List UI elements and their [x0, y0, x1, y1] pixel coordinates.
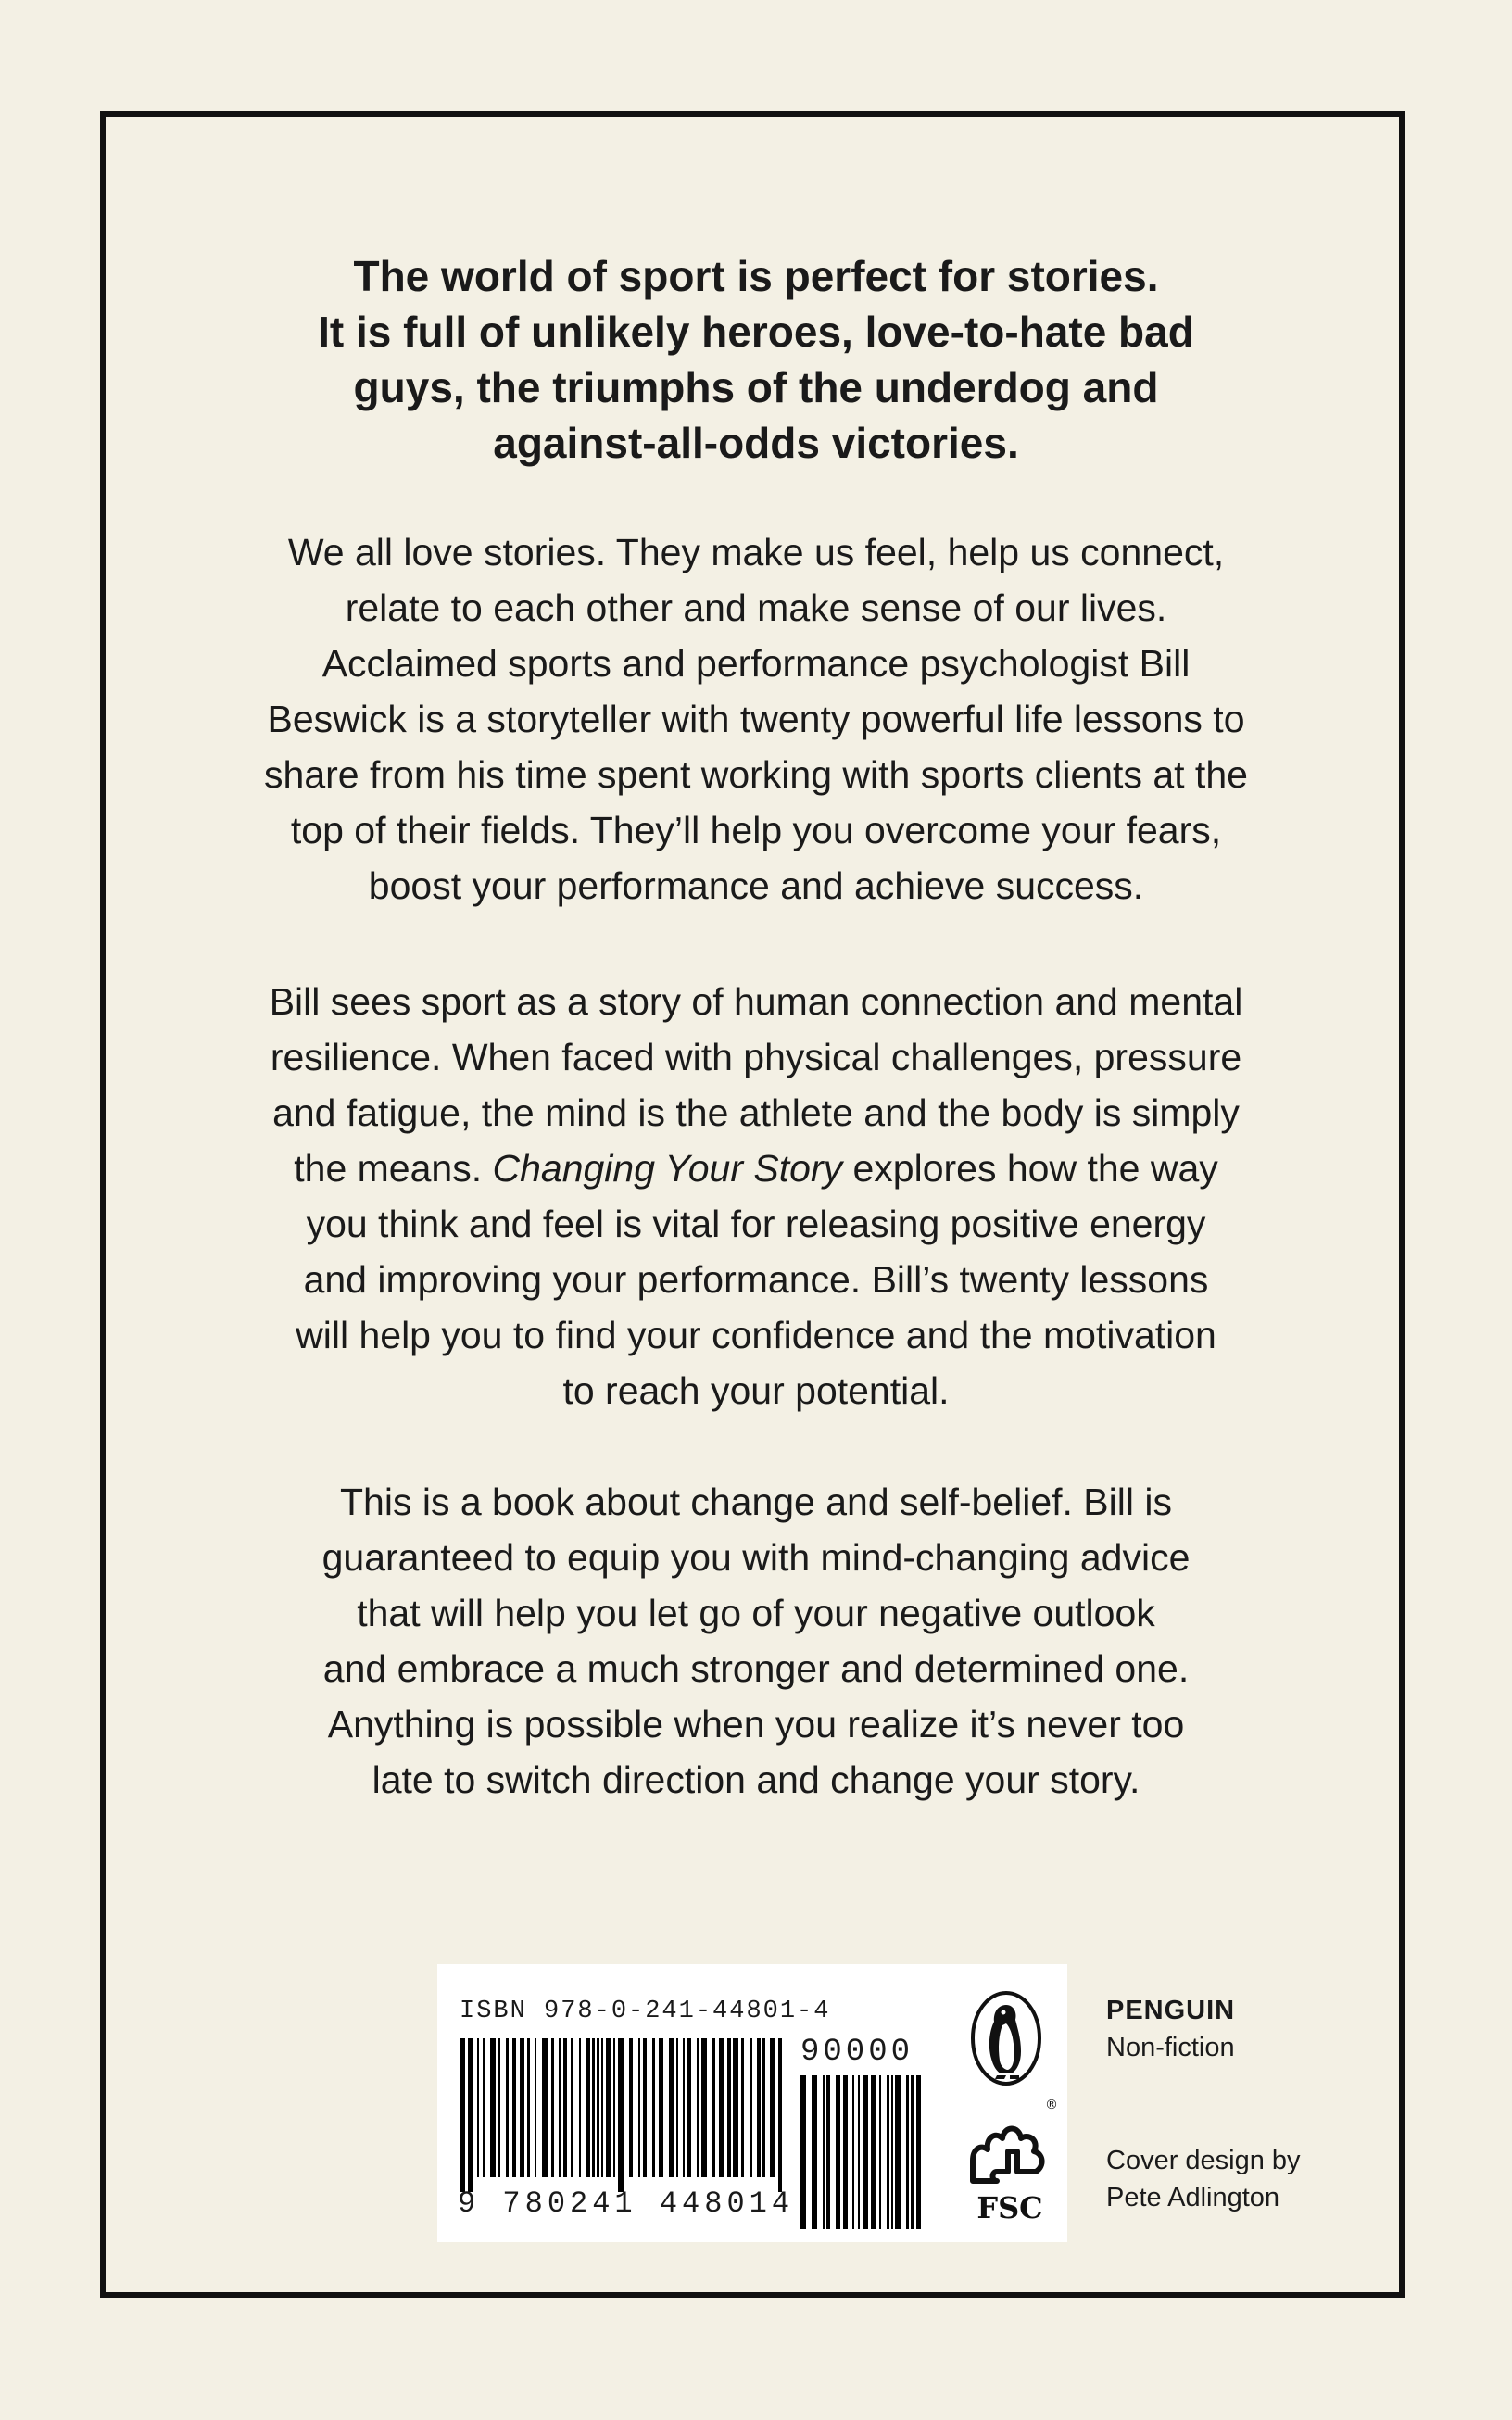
barcode-bar	[887, 2075, 889, 2229]
barcode-bar	[843, 2075, 848, 2229]
barcode-bar	[483, 2038, 485, 2177]
barcode-bar	[563, 2038, 567, 2177]
penguin-logo-icon	[969, 1990, 1043, 2086]
barcode-bar	[812, 2075, 817, 2229]
credit-line: Pete Adlington	[1106, 2183, 1280, 2212]
blurb-text: the means.	[294, 1147, 493, 1190]
barcode-bar	[669, 2038, 674, 2177]
barcode-bar	[687, 2038, 691, 2177]
fsc-logo-icon	[960, 2096, 1060, 2224]
barcode-bar	[629, 2038, 633, 2177]
barcode-bar	[891, 2075, 893, 2229]
blurb-line: resilience. When faced with physical challenges, pressure	[270, 1036, 1242, 1078]
barcode-bar	[468, 2038, 473, 2192]
barcode-bar	[836, 2075, 840, 2229]
barcode-bar	[871, 2075, 876, 2229]
blurb-paragraph-1	[185, 524, 1327, 914]
barcode-bar	[697, 2038, 699, 2177]
barcode-bar	[477, 2038, 479, 2177]
lead-line: The world of sport is perfect for stories.	[353, 252, 1159, 300]
barcode-bar	[498, 2038, 500, 2177]
barcode-bar	[520, 2038, 524, 2177]
barcode-bar	[506, 2038, 509, 2177]
barcode-bar	[911, 2075, 914, 2229]
barcode-bar	[606, 2038, 611, 2177]
barcode-bar	[613, 2038, 615, 2177]
barcode-bar	[750, 2038, 752, 2177]
barcode-bar	[906, 2075, 909, 2229]
barcode-bar	[579, 2038, 581, 2177]
barcode-bar	[852, 2075, 854, 2229]
barcode-bar	[559, 2038, 561, 2177]
barcode-bar	[512, 2038, 516, 2177]
blurb-line: to reach your potential.	[562, 1369, 950, 1412]
barcode-bar	[858, 2075, 860, 2229]
barcode-bar	[863, 2075, 868, 2229]
barcode-bar	[542, 2038, 548, 2177]
registered-mark: ®	[1045, 2098, 1058, 2112]
book-category: Non-fiction	[1106, 2033, 1235, 2062]
barcode-bar	[490, 2038, 496, 2177]
barcode-bar	[823, 2075, 825, 2229]
barcode-bar	[733, 2038, 738, 2177]
barcode-bar	[652, 2038, 655, 2177]
barcode-bar	[586, 2038, 590, 2177]
lead-line: It is full of unlikely heroes, love-to-hate bad	[318, 308, 1194, 356]
barcode-bar	[778, 2038, 782, 2192]
barcode-bar	[879, 2075, 881, 2229]
barcode-bar	[643, 2038, 647, 2177]
barcode-bar	[535, 2038, 536, 2177]
barcode-bar	[770, 2038, 775, 2177]
addon-digits: 90000	[800, 2035, 914, 2070]
blurb-line: Anything is possible when you realize it’s never too	[327, 1703, 1185, 1746]
blurb-line: This is a book about change and self-belief. Bill is	[340, 1481, 1172, 1523]
blurb-line: and improving your performance. Bill’s twenty lessons	[303, 1258, 1209, 1301]
blurb-line: guaranteed to equip you with mind-changing advice	[321, 1536, 1191, 1579]
cover-credit	[1106, 2142, 1301, 2216]
addon-barcode	[799, 2075, 928, 2233]
blurb-line: We all love stories. They make us feel, help us connect,	[287, 531, 1225, 573]
blurb-line: you think and feel is vital for releasing positive energy	[306, 1203, 1206, 1245]
barcode-bar	[618, 2038, 624, 2192]
barcode-bar	[592, 2038, 595, 2177]
blurb-line	[185, 1141, 1327, 1196]
barcode-bar	[762, 2038, 765, 2177]
barcode-bar	[638, 2038, 640, 2177]
barcode-bar	[757, 2038, 761, 2177]
publisher-info	[1106, 1992, 1235, 2066]
blurb-line: Bill sees sport as a story of human connection and mental	[269, 980, 1243, 1023]
barcode-bar	[597, 2038, 599, 2177]
blurb-line: Beswick is a storyteller with twenty powerful life lessons to	[267, 698, 1245, 740]
barcode-bar	[601, 2038, 603, 2177]
blurb-line: Acclaimed sports and performance psychologist Bill	[321, 642, 1191, 685]
barcode-bar	[800, 2075, 806, 2229]
barcode-bar	[659, 2038, 663, 2177]
lead-line: against-all-odds victories.	[493, 419, 1019, 467]
lead-paragraph	[185, 248, 1327, 471]
blurb-line: that will help you let go of your negative outlook	[357, 1592, 1155, 1634]
blurb-text: explores how the way	[842, 1147, 1218, 1190]
blurb-line: relate to each other and make sense of our lives.	[345, 586, 1167, 629]
barcode-bar	[916, 2075, 921, 2229]
blurb-line: and fatigue, the mind is the athlete and the body is simply	[272, 1091, 1240, 1134]
blurb-line: top of their fields. They’ll help you overcome your fears,	[290, 809, 1222, 851]
isbn-label: ISBN 978-0-241-44801-4	[460, 1998, 831, 2025]
blurb-line: share from his time spent working with sports clients at the	[264, 753, 1248, 796]
blurb-line: boost your performance and achieve success.	[368, 864, 1144, 907]
barcode-bar	[727, 2038, 731, 2177]
blurb-paragraph-2	[185, 974, 1327, 1418]
ean-barcode	[458, 2038, 791, 2196]
ean-digits: 9 780241 448014	[458, 2187, 795, 2221]
blurb-line: late to switch direction and change your story.	[372, 1758, 1140, 1801]
barcode-bar	[676, 2038, 678, 2177]
blurb-line: will help you to find your confidence and the motivation	[296, 1314, 1216, 1356]
barcode-bar	[571, 2038, 573, 2177]
barcode-bar	[551, 2038, 554, 2177]
lead-line: guys, the triumphs of the underdog and	[353, 363, 1159, 411]
barcode-bar	[683, 2038, 685, 2177]
barcode-bar	[527, 2038, 530, 2177]
barcode-bar	[701, 2038, 707, 2177]
barcode-bar	[719, 2038, 724, 2177]
barcode-bar	[826, 2075, 830, 2229]
credit-line: Cover design by	[1106, 2146, 1301, 2175]
publisher-brand: PENGUIN	[1106, 1996, 1236, 2025]
blurb-line: and embrace a much stronger and determined one.	[322, 1647, 1190, 1690]
barcode-bar	[712, 2038, 715, 2177]
book-title: Changing Your Story	[492, 1147, 843, 1190]
barcode-bar	[895, 2075, 901, 2229]
barcode-bar	[460, 2038, 465, 2192]
fsc-text: FSC	[976, 2190, 1043, 2224]
blurb-paragraph-3	[185, 1474, 1327, 1808]
barcode-bar	[741, 2038, 744, 2177]
